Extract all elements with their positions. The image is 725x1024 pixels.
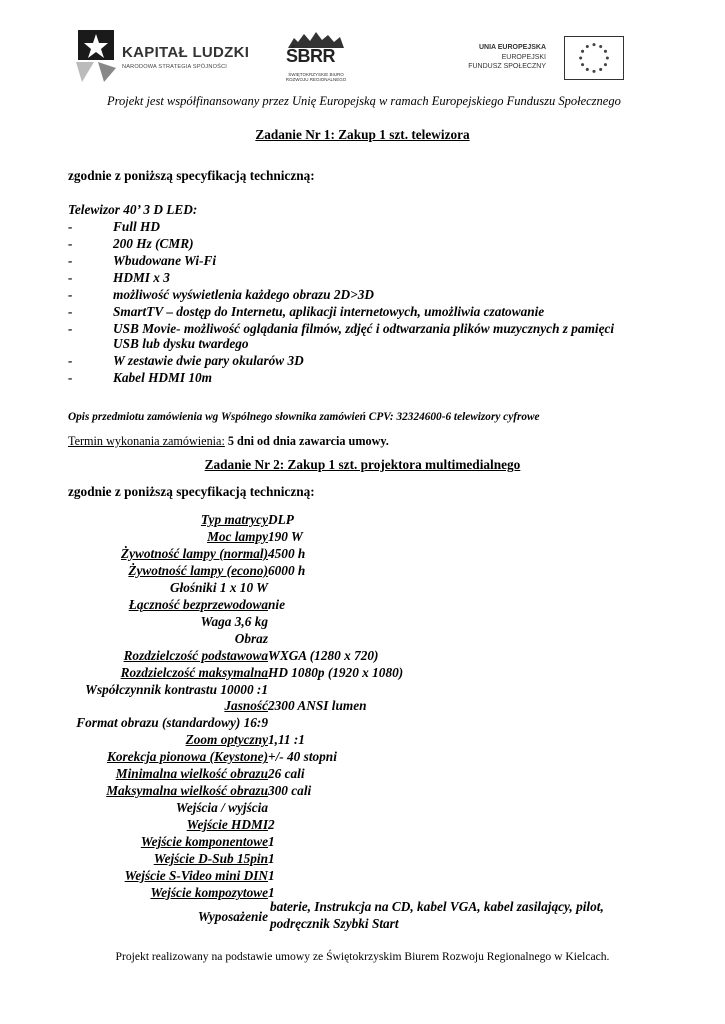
dash: - — [68, 287, 73, 302]
deadline-value: 5 dni od dnia zawarcia umowy. — [224, 434, 389, 448]
spec-label: Wejście komponentowe — [140, 834, 268, 850]
spec-label: Jasność — [224, 698, 268, 714]
spec-value: 2 — [268, 817, 275, 833]
spec-label: Zoom optyczny — [185, 732, 268, 748]
spec-value: 300 cali — [268, 783, 312, 799]
header-logos — [0, 0, 725, 92]
list-item: Full HD — [113, 219, 160, 234]
dash: - — [68, 270, 73, 285]
cofinance-note: Projekt jest współfinansowany przez Unię Europejską w ramach Europejskiego Funduszu Społecznego — [107, 94, 621, 108]
kapital-ludzki-title: KAPITAŁ LUDZKI — [122, 44, 250, 61]
spec-value: +/- 40 stopni — [268, 749, 337, 765]
spec-label: Waga 3,6 kg — [200, 613, 268, 629]
spec-label: Głośniki 1 x 10 W — [169, 579, 268, 595]
equipment-line2: podręcznik Szybki Start — [270, 916, 399, 931]
spec-label: Minimalna wielkość obrazu — [115, 766, 268, 782]
spec-label: Wejście kompozytowe — [150, 884, 268, 900]
dash: - — [68, 236, 73, 251]
spec-value: 1 — [268, 884, 275, 900]
dash: - — [68, 219, 73, 234]
list-item: Wbudowane Wi-Fi — [113, 253, 217, 268]
list-item: USB Movie- możliwość oglądania filmów, zdjęć i odtwarzania plików muzycznych z pamięci — [113, 321, 615, 336]
dash: - — [68, 304, 73, 319]
eu-logo — [468, 36, 634, 86]
spec-value: 26 cali — [268, 766, 305, 782]
equipment-line1: baterie, Instrukcja na CD, kabel VGA, kabel zasilający, pilot, — [270, 899, 604, 914]
task1-cpv: Opis przedmiotu zamówienia wg Wspólnego słownika zamówień CPV: 32324600-6 telewizory cyfrowe — [68, 411, 540, 423]
dash: - — [68, 321, 73, 336]
spec-label: Obraz — [234, 630, 268, 646]
spec-label: Rozdzielczość maksymalna — [120, 664, 268, 680]
task1-title: Zadanie Nr 1: Zakup 1 szt. telewizora — [255, 127, 470, 142]
spec-value: 1 — [268, 834, 275, 850]
spec-value: 190 W — [268, 528, 303, 544]
deadline-label: Termin wykonania zamówienia: — [68, 434, 225, 448]
spec-value: WXGA (1280 x 720) — [268, 647, 379, 663]
eu-line3: FUNDUSZ SPOŁECZNY — [468, 63, 546, 70]
spec-value: nie — [268, 596, 285, 612]
footer-note: Projekt realizowany na podstawie umowy ze Świętokrzyskim Biurem Rozwoju Regionalnego w Kielcach. — [115, 950, 610, 963]
task1-deadline — [68, 434, 389, 449]
spec-label: Format obrazu (standardowy) 16:9 — [76, 715, 268, 731]
spec-label: Rozdzielczość podstawowa — [123, 647, 268, 663]
eu-flag-icon — [564, 36, 624, 80]
spec-label: Żywotność lampy (econo) — [128, 562, 268, 578]
list-item: możliwość wyświetlenia każdego obrazu 2D>3D — [113, 287, 374, 302]
spec-label: Wejście D-Sub 15pin — [153, 851, 268, 866]
eu-line2: EUROPEJSKI — [501, 53, 546, 61]
task1-product: Telewizor 40’ 3 D LED: — [68, 202, 198, 217]
task2-intro: zgodnie z poniższą specyfikacją techniczną: — [68, 484, 315, 499]
list-item: SmartTV – dostęp do Internetu, aplikacji internetowych, umożliwia czatowanie — [113, 304, 545, 319]
spec-value: 6000 h — [268, 562, 306, 578]
spec-label: Wejście HDMI — [186, 817, 268, 833]
spec-label: Żywotność lampy (normal) — [121, 545, 268, 561]
task2-title: Zadanie Nr 2: Zakup 1 szt. projektora multimedialnego — [204, 457, 521, 472]
task1-intro: zgodnie z poniższą specyfikacją techniczną: — [68, 168, 315, 183]
sbrr-logo — [280, 32, 352, 92]
spec-label: Wejścia / wyjścia — [175, 800, 268, 816]
dash: - — [68, 253, 73, 268]
list-item: HDMI x 3 — [113, 270, 170, 285]
list-item-continuation: USB lub dysku twardego — [113, 336, 249, 351]
spec-value: DLP — [268, 512, 294, 527]
spec-label: Maksymalna wielkość obrazu — [106, 783, 268, 799]
dash: - — [68, 370, 73, 385]
dash: - — [68, 353, 73, 368]
kapital-ludzki-logo — [74, 28, 264, 84]
spec-value: 1 — [268, 851, 275, 866]
sbrr-subtitle: ŚWIĘTOKRZYSKIE BIURO ROZWOJU REGIONALNEGO — [285, 72, 347, 82]
kapital-ludzki-subtitle: NARODOWA STRATEGIA SPÓJNOŚCI — [122, 64, 228, 70]
spec-label: Łączność bezprzewodowa — [128, 596, 268, 612]
equipment-label: Wyposażenie — [197, 909, 268, 924]
spec-value: 1 — [268, 867, 275, 883]
eu-text — [468, 43, 546, 72]
sbrr-title: ŚBRR — [286, 46, 336, 66]
kapital-ludzki-star-icon — [74, 28, 118, 84]
list-item: Kabel HDMI 10m — [113, 370, 212, 385]
spec-label: Współczynnik kontrastu 10000 :1 — [85, 681, 268, 697]
list-item: 200 Hz (CMR) — [113, 236, 194, 251]
spec-label: Typ matrycy — [200, 512, 268, 527]
spec-label: Moc lampy — [207, 528, 268, 544]
spec-value: HD 1080p (1920 x 1080) — [268, 664, 404, 680]
eu-line1: UNIA EUROPEJSKA — [478, 44, 546, 51]
spec-label: Korekcja pionowa (Keystone) — [106, 749, 268, 765]
list-item: W zestawie dwie pary okularów 3D — [113, 353, 304, 368]
spec-label: Wejście S-Video mini DIN — [124, 867, 268, 883]
spec-value: 2300 ANSI lumen — [268, 698, 367, 714]
spec-value: 4500 h — [268, 545, 306, 561]
spec-value: 1,11 :1 — [268, 732, 305, 748]
